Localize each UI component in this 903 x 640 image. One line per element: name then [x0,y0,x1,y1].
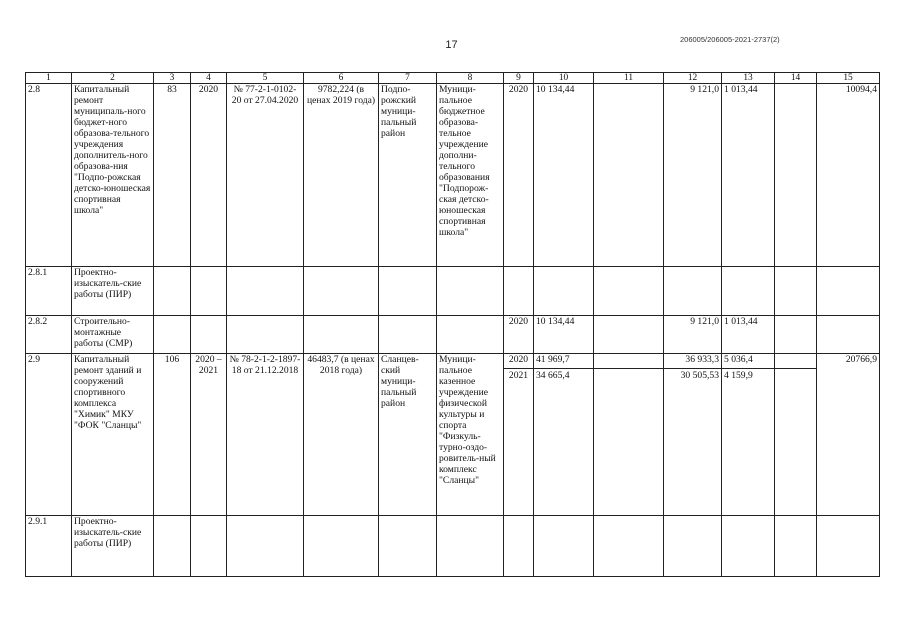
cell-fin-year: 2020 [504,316,534,354]
cell-empty [437,267,504,316]
page-number: 17 [445,39,458,51]
cell-empty [304,516,379,577]
column-header-5: 5 [227,73,304,84]
cell-empty [304,316,379,354]
cell-empty [154,267,191,316]
cell-empty [775,516,817,577]
column-header-13: 13 [722,73,775,84]
cell-empty [437,516,504,577]
cell-col-15: 20766,9 [817,354,880,516]
cell-fin-year [504,354,534,516]
column-header-3: 3 [154,73,191,84]
document-id: 206005/206005-2021-2737(2) [680,35,780,44]
total-2020: 41 969,7 [536,354,570,365]
cell-district: Подпо-рожский муници-пальный район [379,84,437,267]
cell-empty [594,316,664,354]
cell-empty [664,267,722,316]
cell-empty [191,267,227,316]
column-header-9: 9 [504,73,534,84]
regional-2021: 30 505,53 [664,368,721,381]
cell-empty [817,316,880,354]
cell-empty [817,267,880,316]
cell-empty [534,267,594,316]
cell-empty [664,516,722,577]
fin-year-2020: 2020 [508,354,529,365]
column-header-11: 11 [594,73,664,84]
cell-empty [722,267,775,316]
column-header-12: 12 [664,73,722,84]
cell-empty [154,516,191,577]
cell-district: Сланцев-ский муници-пальный район [379,354,437,516]
cell-regional [664,354,722,516]
cell-object-name: Капитальный ремонт муниципаль-ного бюджет-ного образова-тельного учреждения дополнитель-ного образова-ния "Подпо-рожская детско-юношеская спортивная школа" [72,84,154,267]
cell-empty [227,316,304,354]
cell-empty [227,516,304,577]
cell-empty [304,267,379,316]
local-2020: 5 036,4 [724,354,753,365]
cell-empty [594,516,664,577]
cell-total: 10 134,44 [534,84,594,267]
cell-fin-year: 2020 [504,84,534,267]
cell-col-14 [775,354,817,516]
cell-institution: Муници-пальное бюджетное образова-тельное учреждение дополни-тельного образования "Подпорож-ская детско-юношеская спортивная школа" [437,84,504,267]
cell-estimate: 9782,224 (в ценах 2019 года) [304,84,379,267]
cell-empty [817,516,880,577]
cell-expertise: № 77-2-1-0102-20 от 27.04.2020 [227,84,304,267]
cell-empty [154,316,191,354]
cell-empty [227,267,304,316]
cell-expertise: № 78-2-1-2-1897-18 от 21.12.2018 [227,354,304,516]
cell-local: 1 013,44 [722,316,775,354]
cell-empty [379,316,437,354]
cell-item-number: 2.9 [26,354,72,516]
fin-year-2021: 2021 [504,368,533,381]
cell-col-11 [594,354,664,516]
cell-item-number: 2.9.1 [26,516,72,577]
cell-item-number: 2.8.2 [26,316,72,354]
table-row-2-8 [26,84,880,267]
cell-item-number: 2.8.1 [26,267,72,316]
cell-institution: Муници-пальное казенное учреждение физической культуры и спорта "Физкуль-турно-оздо-ровитель-ный комплекс "Сланцы" [437,354,504,516]
cell-object-name: Проектно-изыскатель-ские работы (ПИР) [72,516,154,577]
column-header-4: 4 [191,73,227,84]
cell-year: 2020 [191,84,227,267]
column-header-7: 7 [379,73,437,84]
column-header-1: 1 [26,73,72,84]
cell-total: 10 134,44 [534,316,594,354]
cell-empty [437,316,504,354]
cell-estimate: 46483,7 (в ценах 2018 года) [304,354,379,516]
cell-empty [534,516,594,577]
column-header-14: 14 [775,73,817,84]
cell-total [534,354,594,516]
cell-empty [722,516,775,577]
table-row-2-9-1 [26,516,880,577]
cell-col-3: 83 [154,84,191,267]
column-header-2: 2 [72,73,154,84]
table-row-2-8-2 [26,316,880,354]
cell-object-name: Проектно-изыскатель-ские работы (ПИР) [72,267,154,316]
cell-empty [379,267,437,316]
cell-item-number: 2.8 [26,84,72,267]
total-2021: 34 665,4 [534,368,593,381]
column-number-row [26,73,880,84]
cell-object-name: Строительно-монтажные работы (СМР) [72,316,154,354]
regional-2020: 36 933,3 [685,354,719,365]
cell-empty [775,267,817,316]
cell-empty [775,316,817,354]
cell-col-3: 106 [154,354,191,516]
cell-regional: 9 121,0 [664,316,722,354]
cell-empty [594,267,664,316]
cell-empty [191,316,227,354]
cell-year: 2020 – 2021 [191,354,227,516]
cell-regional: 9 121,0 [664,84,722,267]
table-row-2-8-1 [26,267,880,316]
cell-empty [504,267,534,316]
cell-empty [504,516,534,577]
table-row-2-9 [26,354,880,516]
cell-empty [191,516,227,577]
local-2021: 4 159,9 [722,368,774,381]
cell-empty [379,516,437,577]
column-header-8: 8 [437,73,504,84]
cell-local [722,354,775,516]
column-header-10: 10 [534,73,594,84]
column-header-6: 6 [304,73,379,84]
column-header-15: 15 [817,73,880,84]
cell-col-11 [594,84,664,267]
investment-table [25,72,880,577]
cell-object-name: Капитальный ремонт зданий и сооружений спортивного комплекса "Химик" МКУ "ФОК "Сланцы" [72,354,154,516]
cell-local: 1 013,44 [722,84,775,267]
cell-col-14 [775,84,817,267]
cell-col-15: 10094,4 [817,84,880,267]
